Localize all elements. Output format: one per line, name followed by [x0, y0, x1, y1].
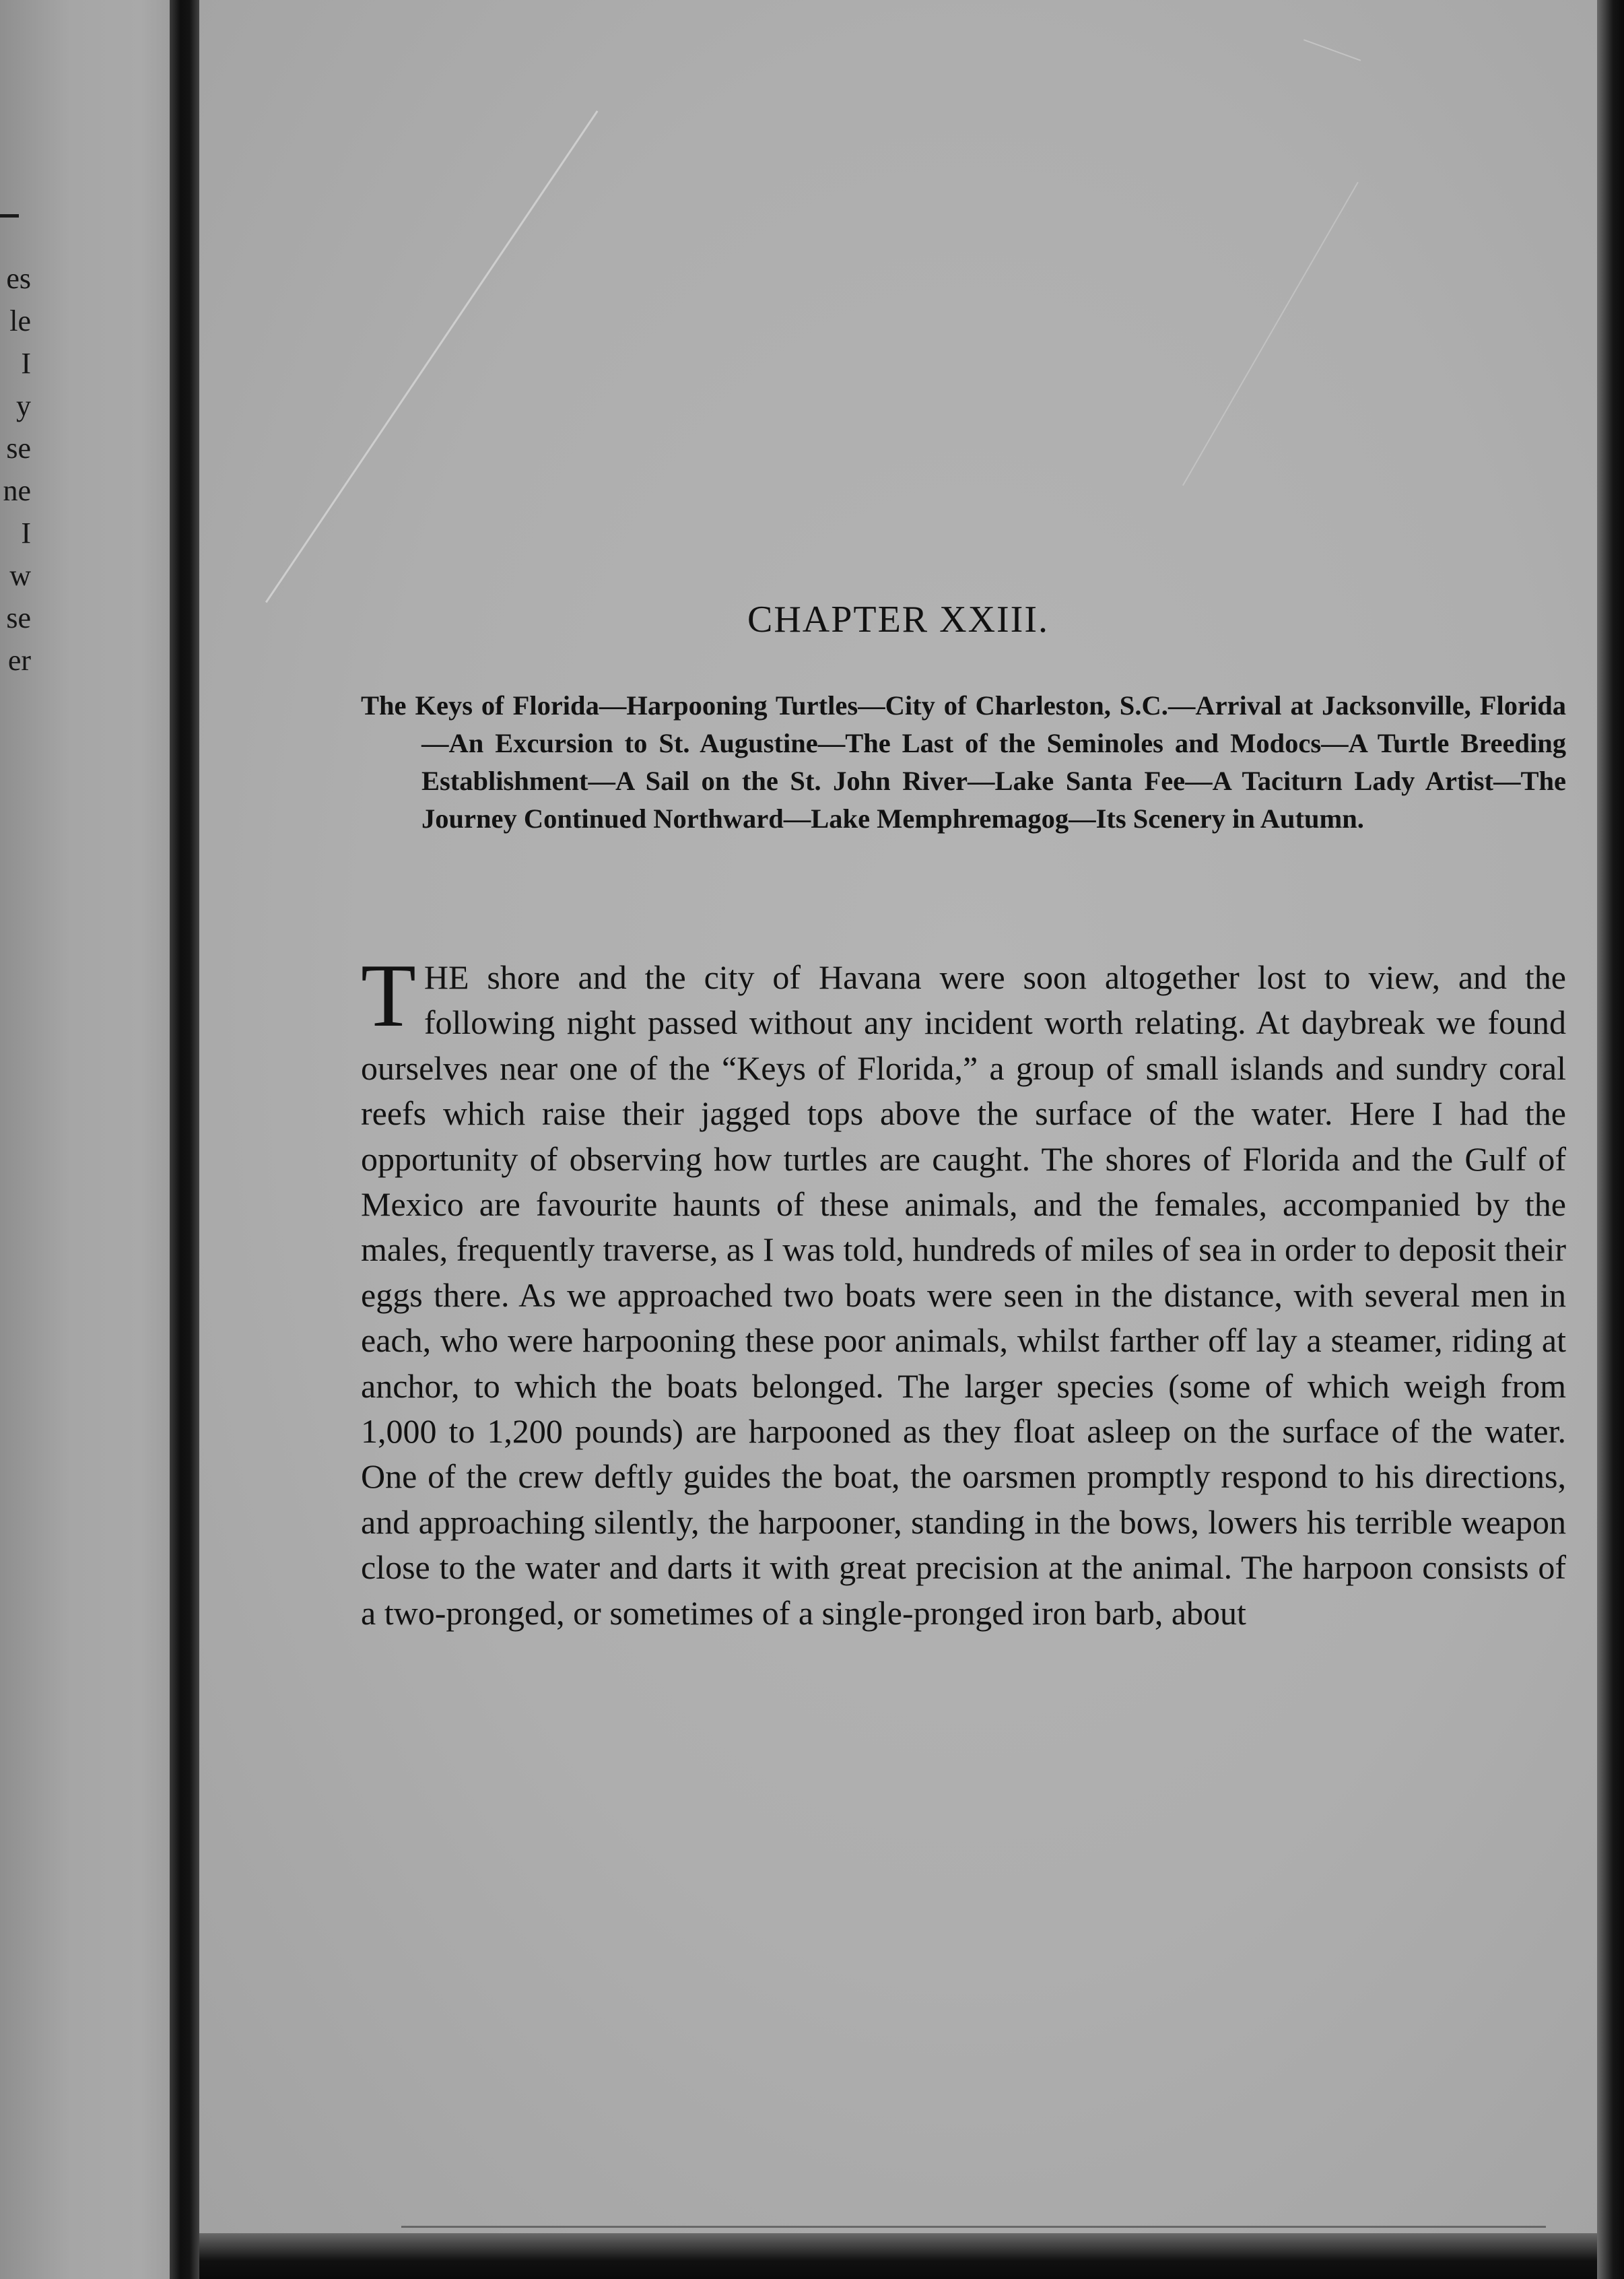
- page-edge-bottom: [199, 2233, 1597, 2279]
- chapter-summary: The Keys of Florida—Harpooning Turtles—City of Charleston, S.C.—Arrival at Jacksonville, Florida—An Excursion to St. Augustine—The Last of the Seminoles and Modocs—A Turtle Breeding Establishment—A Sail on the St. John River—Lake Santa Fee—A Taciturn Lady Artist—The Journey Continued Northward—Lake Memphremagog—Its Scenery in Autumn.: [361, 690, 1566, 834]
- left-fragment: I: [21, 347, 31, 380]
- scan-scratch: [1182, 182, 1359, 486]
- left-fragment: se: [6, 601, 31, 634]
- page-bottom-rule: [401, 2226, 1546, 2228]
- book-gutter: [170, 0, 201, 2279]
- scan-scratch: [1304, 39, 1361, 61]
- chapter-title: CHAPTER XXIII.: [747, 599, 1049, 640]
- left-fragment: er: [7, 644, 31, 677]
- left-page-dash: [0, 214, 19, 218]
- body-paragraph: HE shore and the city of Havana were soon altogether lost to view, and the following night passed without any incident worth relating. At daybreak we found ourselves near one of the “Keys of Florida,” a group of small islands and sundry coral reefs which raise their jagged tops above the surface of the water. Here I had the opportunity of observing how turtles are caught. The shores of Florida and the Gulf of Mexico are favourite haunts of these animals, and the females, accompanied by the males, frequently traverse, as I was told, hundreds of miles of sea in order to deposit their eggs there. As we approached two boats were seen in the distance, with several men in each, who were harpooning these poor animals, whilst farther off lay a steamer, riding at anchor, to which the boats belonged. The larger species (some of which weigh from 1,000 to 1,200 pounds) are harpooned as they float asleep on the surface of the water. One of the crew deftly guides the boat, the oarsmen promptly respond to his directions, and approaching silently, the harpooner, standing in the bows, lowers his terrible weapon close to the water and darts it with great precision at the animal. The harpoon consists of a two-pronged, or sometimes of a single-pronged iron barb, about: [361, 958, 1566, 1632]
- left-fragment: y: [16, 389, 31, 422]
- left-page-line-fragments: [0, 257, 31, 682]
- left-fragment: I: [21, 517, 31, 550]
- left-fragment: w: [9, 559, 31, 592]
- page-edge-right: [1597, 0, 1624, 2279]
- scan-scratch: [265, 110, 599, 603]
- drop-cap: T: [361, 946, 416, 1045]
- left-facing-page: [0, 0, 176, 2279]
- chapter-body: [361, 946, 1566, 1636]
- left-fragment: ne: [3, 474, 31, 507]
- left-fragment: es: [6, 262, 31, 295]
- left-fragment: le: [9, 304, 31, 337]
- book-page: [199, 0, 1597, 2233]
- left-fragment: se: [6, 432, 31, 465]
